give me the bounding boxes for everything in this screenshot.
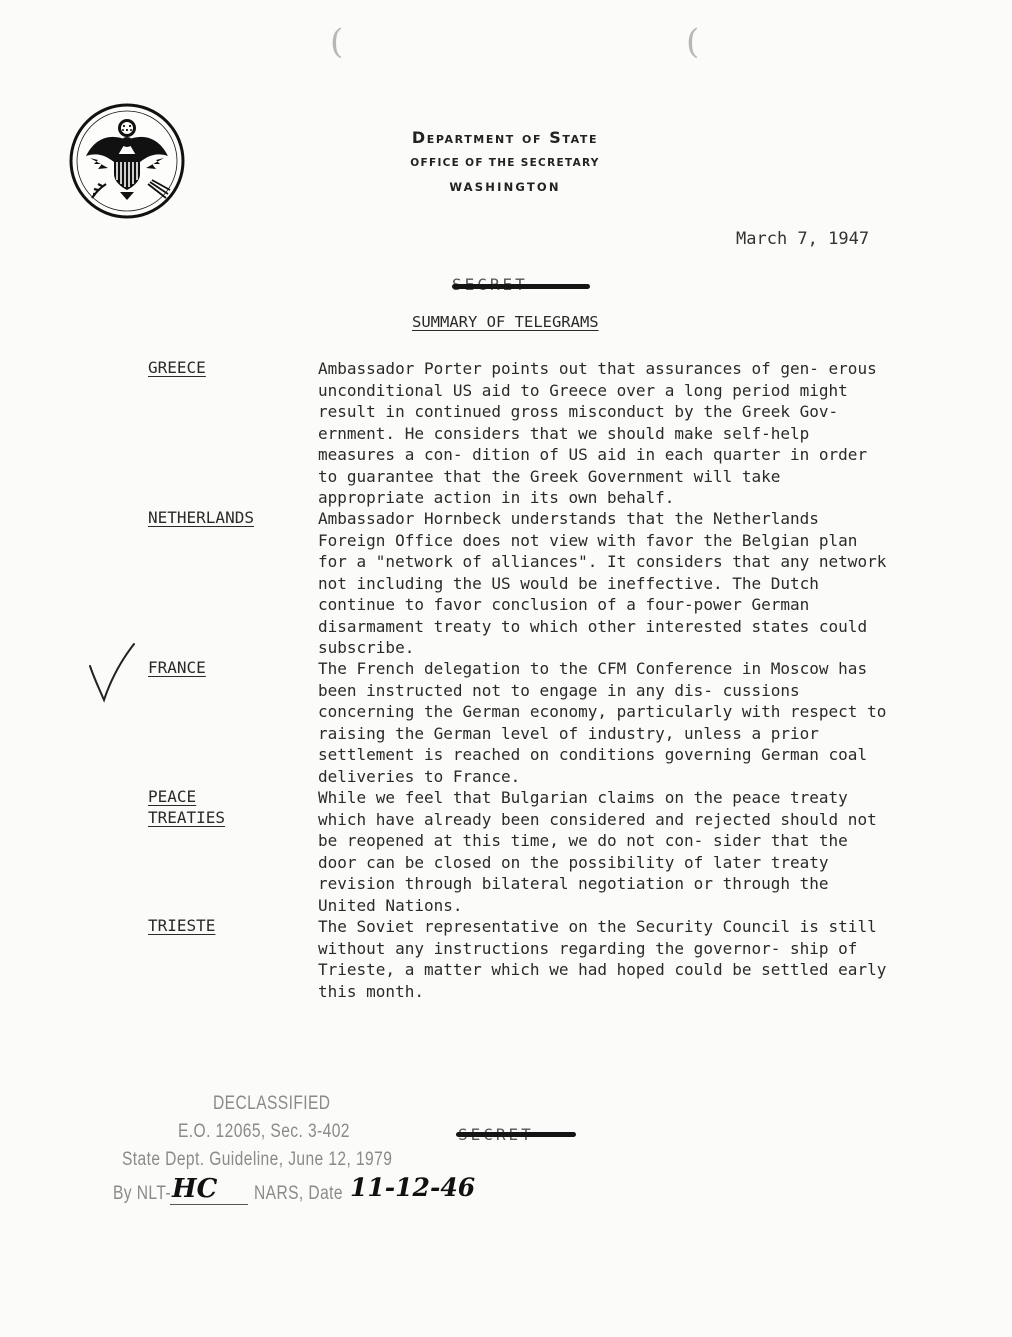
section-body-netherlands: Ambassador Hornbeck understands that the Netherlands Foreign Office does not view with favor the Belgian plan for a "network of alliances". It considers that any network not including the US would be ineffective. The Dutch continue to favor conclusion of a four-power German disarmament treaty to which other interested states could subscribe. <box>318 509 887 657</box>
stamp-initials: HC <box>172 1174 218 1204</box>
section-heading-treaties: TREATIES <box>148 808 226 827</box>
document-date: March 7, 1947 <box>736 229 870 249</box>
stamp-underline <box>170 1204 248 1205</box>
section-body-trieste: The Soviet representative on the Security Council is still without any instructions regarding the governor- ship of Trieste, a matter which we had hoped could be settled early this month. <box>318 917 887 1001</box>
stamp-authority: E.O. 12065, Sec. 3-402 <box>178 1121 350 1142</box>
section-heading-peace: PEACE <box>148 787 197 806</box>
section-heading-netherlands: NETHERLANDS <box>148 508 254 527</box>
section-heading-greece: GREECE <box>148 358 206 377</box>
section-body-greece: Ambassador Porter points out that assurances of gen- erous unconditional US aid to Greece over a long period might result in continued gross misconduct by the Greek Gov- ernment. He considers that we should make self-help measures a con- dition of US aid in each quarter in order to guarantee that the Greek Government will take appropriate action in its own behalf. <box>318 359 877 507</box>
stamp-by: By NLT- <box>113 1183 171 1204</box>
letterhead-city: WASHINGTON <box>449 180 561 194</box>
redaction-strike <box>452 284 590 289</box>
stamp-nars-date: NARS, Date <box>254 1183 343 1204</box>
stamp-guideline: State Dept. Guideline, June 12, 1979 <box>122 1149 393 1170</box>
document-title: SUMMARY OF TELEGRAMS <box>412 313 599 331</box>
great-seal-icon <box>68 102 186 220</box>
section-heading-france: FRANCE <box>148 658 206 677</box>
section-body-france: The French delegation to the CFM Conference in Moscow has been instructed not to engage in any dis- cussions concerning the German economy, particularly with respect to raising the German level of industry, unless a prior settlement is reached on conditions governing German coal deliveries to France. <box>318 659 887 786</box>
stamp-handwritten-date: 11-12-46 <box>350 1173 476 1202</box>
scan-mark: ( <box>330 22 344 62</box>
scan-mark: ( <box>686 22 700 62</box>
letterhead-office: OFFICE OF THE SECRETARY <box>410 157 600 169</box>
redaction-strike <box>456 1132 576 1137</box>
stamp-declassified: DECLASSIFIED <box>213 1093 331 1114</box>
checkmark-icon <box>86 642 136 704</box>
letterhead-department: Department of State <box>411 128 599 147</box>
section-heading-trieste: TRIESTE <box>148 916 216 935</box>
section-body-peace-treaties: While we feel that Bulgarian claims on the peace treaty which have already been considered and rejected should not be reopened at this time, we do not con- sider that the door can be closed on the possibility of later treaty revision through bilateral negotiation or through the United Nations. <box>318 788 877 915</box>
